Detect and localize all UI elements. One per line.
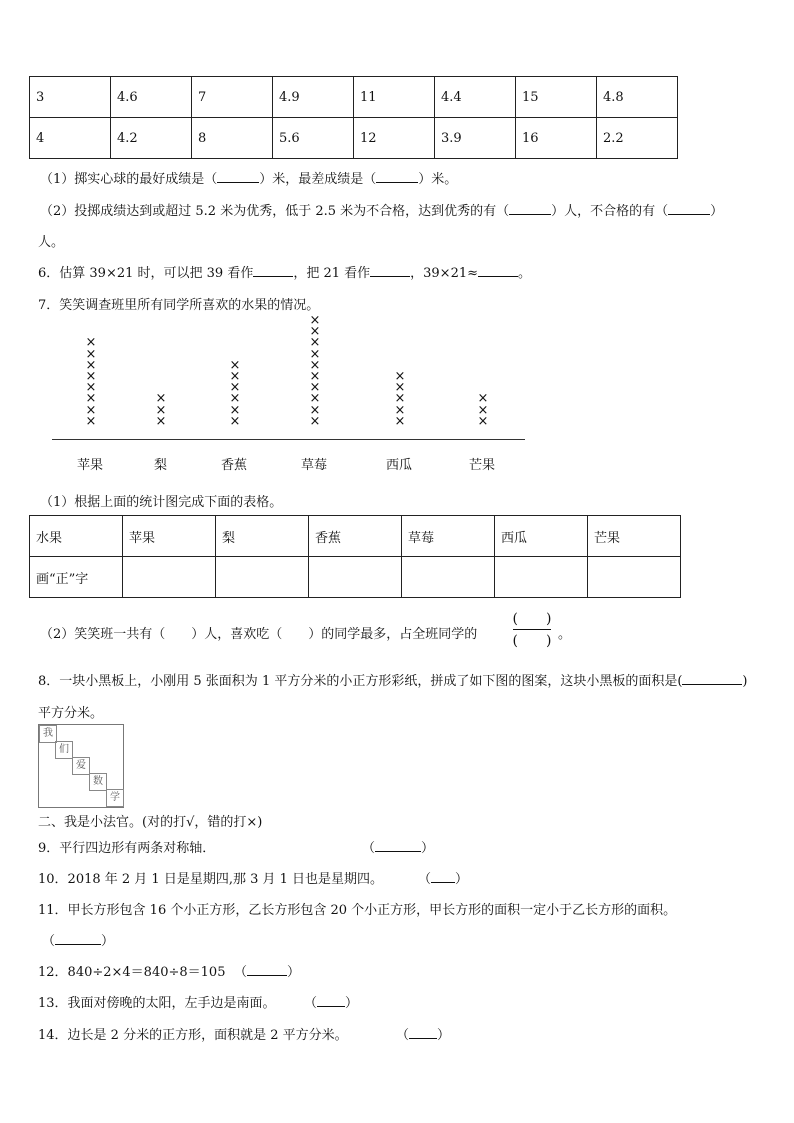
tally-input-cell[interactable] <box>309 557 402 598</box>
category-label: 梨 <box>154 458 168 473</box>
paren-close: ） <box>421 841 435 856</box>
table-header-cell: 西瓜 <box>495 516 588 557</box>
tally-mark: × <box>477 402 489 418</box>
q5-part1-text-b: ）米，最差成绩是（ <box>259 172 377 187</box>
table-row <box>30 516 681 557</box>
paper-square: 我 <box>39 725 57 743</box>
question-14: 14．边长是 2 分米的正方形，面积就是 2 平方分米。 <box>38 1028 348 1043</box>
table-cell: 3 <box>30 77 111 118</box>
tally-mark: × <box>309 380 321 396</box>
table-cell: 4.2 <box>111 118 192 159</box>
q6-text-b: ，把 21 看作 <box>293 266 371 281</box>
q14-answer <box>396 1024 450 1043</box>
tally-mark: × <box>309 413 321 429</box>
question-8 <box>38 670 748 689</box>
tally-mark: × <box>394 391 406 407</box>
tally-mark: × <box>85 413 97 429</box>
table-cell: 8 <box>192 118 273 159</box>
q5-part2-text-a: （2）投掷成绩达到或超过 5.2 米为优秀，低于 2.5 米为不合格，达到优秀的有（ <box>40 204 510 219</box>
question-8-cont: 平方分米。 <box>38 706 104 721</box>
question-12: 12．840÷2×4＝840÷8＝105 <box>38 965 226 980</box>
paren-close: ） <box>101 934 115 949</box>
q6-text-d: 。 <box>518 266 532 281</box>
tally-input-cell[interactable] <box>588 557 681 598</box>
tally-mark: × <box>85 391 97 407</box>
table-cell: 12 <box>354 118 435 159</box>
tally-mark: × <box>85 346 97 362</box>
table-cell: 4.9 <box>273 77 354 118</box>
tally-mark: × <box>394 413 406 429</box>
tally-mark: × <box>309 391 321 407</box>
tally-mark: × <box>229 369 241 384</box>
table-header-cell: 苹果 <box>123 516 216 557</box>
table-cell: 4.8 <box>597 77 678 118</box>
answer-blank[interactable] <box>375 851 421 852</box>
answer-blank[interactable] <box>668 214 710 215</box>
paper-square: 爱 <box>72 757 90 775</box>
category-label: 芒果 <box>469 458 496 473</box>
tally-mark: × <box>477 413 489 429</box>
tally-mark: × <box>309 346 321 362</box>
tally-input-cell[interactable] <box>216 557 309 598</box>
q7-sub1: （1）根据上面的统计图完成下面的表格。 <box>40 495 283 510</box>
table-row-label: 画“正”字 <box>30 557 123 598</box>
category-label: 香蕉 <box>221 458 248 473</box>
q6-text-a: 6．估算 39×21 时，可以把 39 看作 <box>38 266 254 281</box>
q10-answer <box>418 868 468 887</box>
table-cell: 11 <box>354 77 435 118</box>
tally-mark: × <box>85 402 97 418</box>
tally-mark: × <box>394 369 406 384</box>
table-cell: 7 <box>192 77 273 118</box>
tally-mark: × <box>229 402 241 418</box>
tally-mark: × <box>85 357 97 373</box>
q7-sub2: （2）笑笑班一共有（ ）人，喜欢吃（ ）的同学最多，占全班同学的 <box>40 627 478 642</box>
paper-square: 们 <box>55 741 73 759</box>
answer-blank[interactable] <box>431 882 455 883</box>
tally-mark: × <box>229 413 241 429</box>
tally-mark: × <box>309 324 321 340</box>
table-header-cell: 芒果 <box>588 516 681 557</box>
tally-mark: × <box>394 402 406 418</box>
tally-mark: × <box>155 391 167 407</box>
q13-answer <box>304 992 358 1011</box>
tally-input-cell[interactable] <box>123 557 216 598</box>
paren-close: ） <box>287 965 301 980</box>
q7-sub2-end: 。 <box>558 627 572 642</box>
table-cell: 5.6 <box>273 118 354 159</box>
table-header-cell: 草莓 <box>402 516 495 557</box>
pictograph-column <box>84 337 98 427</box>
pictograph-axis <box>52 439 525 440</box>
fraction-numerator[interactable]: ( ) <box>512 611 552 627</box>
paren-open: （ <box>418 872 432 887</box>
q5-part2 <box>40 200 723 219</box>
paren-open: （ <box>304 996 318 1011</box>
tally-mark: × <box>229 391 241 407</box>
table-header-cell: 梨 <box>216 516 309 557</box>
table-cell: 4.6 <box>111 77 192 118</box>
table-row <box>30 557 681 598</box>
paren-close: ） <box>437 1028 451 1043</box>
blackboard-figure <box>38 724 124 808</box>
category-label: 苹果 <box>77 458 104 473</box>
fraction-denominator[interactable]: ( ) <box>512 633 552 649</box>
tally-mark: × <box>309 357 321 373</box>
question-9: 9．平行四边形有两条对称轴． <box>38 841 216 856</box>
tally-input-cell[interactable] <box>495 557 588 598</box>
tally-mark: × <box>309 313 321 328</box>
fruit-tally-table <box>29 515 681 598</box>
q8-text-b: ) <box>742 674 748 689</box>
pictograph-column <box>393 371 407 427</box>
q5-part2-text-c: ） <box>710 204 724 219</box>
table-cell: 3.9 <box>435 118 516 159</box>
question-13: 13．我面对傍晚的太阳，左手边是南面。 <box>38 996 276 1011</box>
pictograph-column <box>308 315 322 427</box>
question-6 <box>38 262 531 281</box>
table-row <box>30 77 678 118</box>
pictograph-column <box>476 393 490 427</box>
fraction-blank[interactable] <box>509 608 555 654</box>
q5-part2-text-b: ）人，不合格的有（ <box>551 204 669 219</box>
table-header-cell: 水果 <box>30 516 123 557</box>
paren-close: ） <box>345 996 359 1011</box>
tally-mark: × <box>155 413 167 429</box>
tally-mark: × <box>229 357 241 373</box>
tally-mark: × <box>229 380 241 396</box>
answer-blank[interactable] <box>409 1038 437 1039</box>
q5-part2-cont: 人。 <box>38 235 65 250</box>
tally-mark: × <box>394 380 406 396</box>
paren-close: ） <box>455 872 469 887</box>
table-row <box>30 118 678 159</box>
tally-mark: × <box>85 335 97 351</box>
table-cell: 2.2 <box>597 118 678 159</box>
tally-mark: × <box>155 402 167 418</box>
answer-blank[interactable] <box>370 276 410 277</box>
paren-open: （ <box>396 1028 410 1043</box>
paper-square: 学 <box>106 789 124 807</box>
tally-mark: × <box>309 402 321 418</box>
answer-blank[interactable] <box>682 684 742 685</box>
category-label: 西瓜 <box>386 458 413 473</box>
q8-text-a: 8．一块小黑板上，小刚用 5 张面积为 1 平方分米的小正方形彩纸，拼成了如下图的图案，这块小黑板的面积是( <box>38 674 683 689</box>
q11-answer <box>42 930 114 949</box>
paper-square: 数 <box>89 773 107 791</box>
tally-input-cell[interactable] <box>402 557 495 598</box>
tally-mark: × <box>85 369 97 384</box>
category-label: 草莓 <box>301 458 328 473</box>
tally-mark: × <box>309 335 321 351</box>
q6-text-c: ，39×21≈ <box>410 266 479 281</box>
paren-open: （ <box>42 934 56 949</box>
q12-answer <box>234 961 300 980</box>
question-11: 11．甲长方形包含 16 个小正方形，乙长方形包含 20 个小正方形，甲长方形的面积一定小于乙长方形的面积。 <box>38 903 677 918</box>
table-cell: 16 <box>516 118 597 159</box>
q9-answer <box>362 837 434 856</box>
table-header-cell: 香蕉 <box>309 516 402 557</box>
answer-blank[interactable] <box>55 944 101 945</box>
tally-mark: × <box>309 369 321 385</box>
table-cell: 4.4 <box>435 77 516 118</box>
answer-blank[interactable] <box>509 214 551 215</box>
score-table <box>29 76 678 159</box>
answer-blank[interactable] <box>478 276 518 277</box>
q5-part1-text-c: ）米。 <box>418 172 458 187</box>
tally-mark: × <box>477 391 489 407</box>
answer-blank[interactable] <box>253 276 293 277</box>
q5-part1-text-a: （1）掷实心球的最好成绩是（ <box>40 172 218 187</box>
q5-part1 <box>40 168 457 187</box>
answer-blank[interactable] <box>317 1006 345 1007</box>
answer-blank[interactable] <box>217 182 259 183</box>
paren-open: （ <box>234 965 248 980</box>
question-10: 10．2018 年 2 月 1 日是星期四,那 3 月 1 日也是星期四。 <box>38 872 384 887</box>
answer-blank[interactable] <box>376 182 418 183</box>
table-cell: 4 <box>30 118 111 159</box>
question-7-title: 7．笑笑调查班里所有同学所喜欢的水果的情况。 <box>38 298 320 313</box>
paren-open: （ <box>362 841 376 856</box>
pictograph-column <box>154 393 168 427</box>
section-2-title: 二、我是小法官。(对的打√，错的打×) <box>38 815 263 830</box>
pictograph-column <box>228 357 242 429</box>
table-cell: 15 <box>516 77 597 118</box>
answer-blank[interactable] <box>247 975 287 976</box>
tally-mark: × <box>85 380 97 396</box>
